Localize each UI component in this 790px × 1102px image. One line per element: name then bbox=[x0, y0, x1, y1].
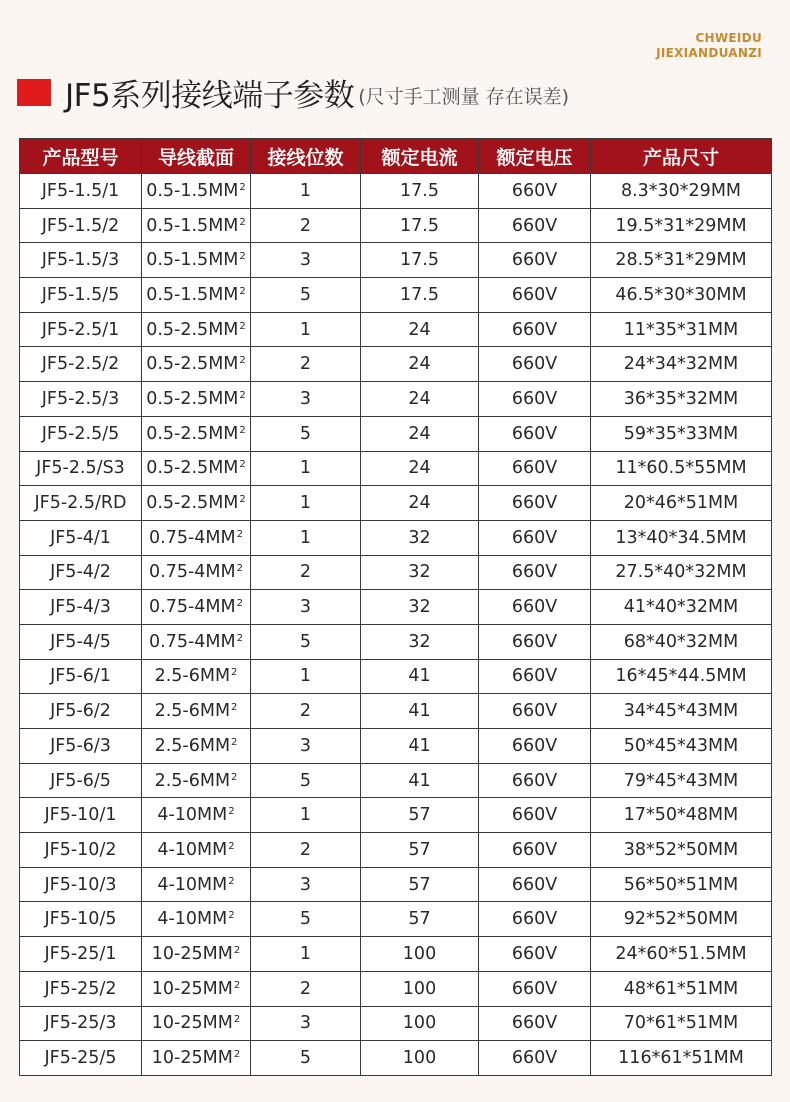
cell-model: JF5-2.5/RD bbox=[20, 486, 142, 521]
cell-section bbox=[142, 729, 251, 764]
section-value: 0.5-1.5MM bbox=[146, 284, 239, 305]
cell-model: JF5-1.5/3 bbox=[20, 243, 142, 278]
table-row bbox=[20, 1041, 772, 1076]
section-unit-exponent: 2 bbox=[231, 736, 238, 748]
cell-poles: 5 bbox=[251, 1041, 361, 1076]
cell-voltage: 660V bbox=[479, 451, 591, 486]
section-value: 0.75-4MM bbox=[149, 597, 236, 618]
page-title: JF5系列接线端子参数 bbox=[65, 78, 355, 114]
cell-current: 24 bbox=[361, 382, 479, 417]
section-value: 4-10MM bbox=[157, 909, 228, 930]
cell-model: JF5-10/1 bbox=[20, 798, 142, 833]
cell-model: JF5-2.5/2 bbox=[20, 347, 142, 382]
cell-section bbox=[142, 624, 251, 659]
cell-current: 17.5 bbox=[361, 208, 479, 243]
section-unit-exponent: 2 bbox=[231, 771, 238, 783]
cell-voltage: 660V bbox=[479, 382, 591, 417]
spec-table bbox=[19, 138, 772, 1076]
cell-section bbox=[142, 312, 251, 347]
cell-current: 24 bbox=[361, 486, 479, 521]
section-unit-exponent: 2 bbox=[233, 1049, 241, 1061]
section-unit-exponent: 2 bbox=[239, 389, 246, 401]
section-unit-exponent: 2 bbox=[231, 702, 238, 714]
cell-voltage: 660V bbox=[479, 937, 591, 972]
cell-model: JF5-25/3 bbox=[20, 1006, 142, 1041]
cell-current: 24 bbox=[361, 416, 479, 451]
cell-model: JF5-4/2 bbox=[20, 555, 142, 590]
cell-size: 79*45*43MM bbox=[591, 763, 772, 798]
section-value: 10-25MM bbox=[151, 1013, 233, 1034]
table-row bbox=[20, 659, 772, 694]
cell-size: 24*34*32MM bbox=[591, 347, 772, 382]
cell-model: JF5-10/3 bbox=[20, 867, 142, 902]
section-unit-exponent: 2 bbox=[228, 806, 235, 818]
cell-model: JF5-6/5 bbox=[20, 763, 142, 798]
cell-poles: 2 bbox=[251, 833, 361, 868]
section-value: 10-25MM bbox=[151, 1048, 233, 1069]
cell-section bbox=[142, 833, 251, 868]
cell-model: JF5-2.5/5 bbox=[20, 416, 142, 451]
cell-model: JF5-2.5/3 bbox=[20, 382, 142, 417]
cell-section bbox=[142, 971, 251, 1006]
section-value: 0.75-4MM bbox=[149, 527, 236, 548]
cell-voltage: 660V bbox=[479, 902, 591, 937]
cell-size: 70*61*51MM bbox=[591, 1006, 772, 1041]
cell-section bbox=[142, 486, 251, 521]
table-row bbox=[20, 902, 772, 937]
section-unit-exponent: 2 bbox=[239, 355, 246, 367]
cell-section bbox=[142, 590, 251, 625]
cell-section bbox=[142, 798, 251, 833]
cell-size: 16*45*44.5MM bbox=[591, 659, 772, 694]
cell-size: 59*35*33MM bbox=[591, 416, 772, 451]
cell-model: JF5-6/3 bbox=[20, 729, 142, 764]
section-value: 0.75-4MM bbox=[149, 631, 236, 652]
section-unit-exponent: 2 bbox=[236, 632, 243, 644]
section-unit-exponent: 2 bbox=[239, 181, 246, 193]
section-unit-exponent: 2 bbox=[239, 216, 246, 228]
section-unit-exponent: 2 bbox=[239, 494, 246, 506]
table-row bbox=[20, 174, 772, 209]
table-row bbox=[20, 833, 772, 868]
cell-section bbox=[142, 208, 251, 243]
cell-size: 92*52*50MM bbox=[591, 902, 772, 937]
cell-voltage: 660V bbox=[479, 1041, 591, 1076]
cell-section bbox=[142, 867, 251, 902]
header-model: 产品型号 bbox=[20, 139, 142, 174]
cell-poles: 5 bbox=[251, 902, 361, 937]
cell-poles: 5 bbox=[251, 624, 361, 659]
section-value: 2.5-6MM bbox=[154, 666, 231, 687]
cell-voltage: 660V bbox=[479, 833, 591, 868]
section-value: 0.5-1.5MM bbox=[146, 215, 239, 236]
cell-voltage: 660V bbox=[479, 729, 591, 764]
section-unit-exponent: 2 bbox=[233, 944, 241, 956]
section-value: 4-10MM bbox=[157, 805, 228, 826]
cell-size: 20*46*51MM bbox=[591, 486, 772, 521]
table-row bbox=[20, 208, 772, 243]
section-unit-exponent: 2 bbox=[228, 840, 235, 852]
cell-voltage: 660V bbox=[479, 694, 591, 729]
cell-model: JF5-6/2 bbox=[20, 694, 142, 729]
cell-voltage: 660V bbox=[479, 243, 591, 278]
section-unit-exponent: 2 bbox=[239, 285, 246, 297]
table-row bbox=[20, 937, 772, 972]
cell-section bbox=[142, 451, 251, 486]
header-size: 产品尺寸 bbox=[591, 139, 772, 174]
section-unit-exponent: 2 bbox=[239, 459, 246, 471]
table-row bbox=[20, 278, 772, 313]
section-unit-exponent: 2 bbox=[233, 979, 241, 991]
section-unit-exponent: 2 bbox=[239, 320, 246, 332]
cell-voltage: 660V bbox=[479, 416, 591, 451]
cell-poles: 1 bbox=[251, 174, 361, 209]
cell-current: 41 bbox=[361, 659, 479, 694]
section-unit-exponent: 2 bbox=[236, 598, 243, 610]
table-row bbox=[20, 312, 772, 347]
cell-section bbox=[142, 1041, 251, 1076]
cell-section bbox=[142, 763, 251, 798]
cell-size: 28.5*31*29MM bbox=[591, 243, 772, 278]
section-value: 2.5-6MM bbox=[154, 735, 231, 756]
cell-size: 13*40*34.5MM bbox=[591, 520, 772, 555]
cell-voltage: 660V bbox=[479, 798, 591, 833]
cell-poles: 3 bbox=[251, 590, 361, 625]
cell-voltage: 660V bbox=[479, 624, 591, 659]
cell-size: 38*52*50MM bbox=[591, 833, 772, 868]
section-value: 0.5-1.5MM bbox=[146, 250, 239, 271]
cell-model: JF5-25/1 bbox=[20, 937, 142, 972]
section-value: 10-25MM bbox=[151, 978, 233, 999]
cell-section bbox=[142, 174, 251, 209]
section-value: 2.5-6MM bbox=[154, 701, 231, 722]
cell-current: 24 bbox=[361, 451, 479, 486]
cell-model: JF5-2.5/1 bbox=[20, 312, 142, 347]
cell-size: 19.5*31*29MM bbox=[591, 208, 772, 243]
cell-current: 100 bbox=[361, 1041, 479, 1076]
header-current: 额定电流 bbox=[361, 139, 479, 174]
cell-size: 48*61*51MM bbox=[591, 971, 772, 1006]
cell-section bbox=[142, 1006, 251, 1041]
cell-poles: 5 bbox=[251, 416, 361, 451]
cell-current: 57 bbox=[361, 867, 479, 902]
section-unit-exponent: 2 bbox=[239, 251, 246, 263]
table-row bbox=[20, 416, 772, 451]
cell-voltage: 660V bbox=[479, 1006, 591, 1041]
section-value: 0.5-2.5MM bbox=[146, 423, 239, 444]
cell-current: 100 bbox=[361, 1006, 479, 1041]
cell-voltage: 660V bbox=[479, 555, 591, 590]
cell-poles: 1 bbox=[251, 486, 361, 521]
cell-poles: 2 bbox=[251, 555, 361, 590]
cell-size: 8.3*30*29MM bbox=[591, 174, 772, 209]
cell-current: 41 bbox=[361, 694, 479, 729]
header-poles: 接线位数 bbox=[251, 139, 361, 174]
cell-poles: 5 bbox=[251, 278, 361, 313]
brand-line-2: JIEXIANDUANZI bbox=[656, 46, 762, 60]
table-row bbox=[20, 729, 772, 764]
header-voltage: 额定电压 bbox=[479, 139, 591, 174]
cell-model: JF5-4/3 bbox=[20, 590, 142, 625]
cell-size: 17*50*48MM bbox=[591, 798, 772, 833]
cell-current: 57 bbox=[361, 833, 479, 868]
cell-size: 68*40*32MM bbox=[591, 624, 772, 659]
cell-model: JF5-25/2 bbox=[20, 971, 142, 1006]
cell-voltage: 660V bbox=[479, 590, 591, 625]
section-value: 0.5-2.5MM bbox=[146, 319, 239, 340]
cell-model: JF5-1.5/2 bbox=[20, 208, 142, 243]
cell-current: 17.5 bbox=[361, 243, 479, 278]
table-row bbox=[20, 382, 772, 417]
section-value: 0.5-2.5MM bbox=[146, 458, 239, 479]
cell-model: JF5-1.5/5 bbox=[20, 278, 142, 313]
section-value: 0.5-2.5MM bbox=[146, 493, 239, 514]
cell-model: JF5-10/5 bbox=[20, 902, 142, 937]
cell-current: 100 bbox=[361, 937, 479, 972]
table-row bbox=[20, 763, 772, 798]
cell-poles: 3 bbox=[251, 1006, 361, 1041]
cell-section bbox=[142, 278, 251, 313]
cell-model: JF5-10/2 bbox=[20, 833, 142, 868]
table-row bbox=[20, 624, 772, 659]
cell-poles: 2 bbox=[251, 694, 361, 729]
table-row bbox=[20, 555, 772, 590]
cell-voltage: 660V bbox=[479, 486, 591, 521]
cell-voltage: 660V bbox=[479, 659, 591, 694]
cell-current: 17.5 bbox=[361, 278, 479, 313]
cell-poles: 1 bbox=[251, 798, 361, 833]
cell-size: 24*60*51.5MM bbox=[591, 937, 772, 972]
cell-current: 24 bbox=[361, 312, 479, 347]
cell-size: 46.5*30*30MM bbox=[591, 278, 772, 313]
cell-model: JF5-1.5/1 bbox=[20, 174, 142, 209]
cell-poles: 3 bbox=[251, 382, 361, 417]
section-value: 4-10MM bbox=[157, 874, 228, 895]
table-row bbox=[20, 590, 772, 625]
table-row bbox=[20, 451, 772, 486]
cell-voltage: 660V bbox=[479, 520, 591, 555]
cell-voltage: 660V bbox=[479, 312, 591, 347]
cell-model: JF5-4/5 bbox=[20, 624, 142, 659]
table-row bbox=[20, 1006, 772, 1041]
cell-model: JF5-25/5 bbox=[20, 1041, 142, 1076]
cell-poles: 1 bbox=[251, 520, 361, 555]
page-header bbox=[17, 70, 569, 115]
cell-poles: 3 bbox=[251, 867, 361, 902]
cell-current: 24 bbox=[361, 347, 479, 382]
cell-poles: 1 bbox=[251, 451, 361, 486]
cell-section bbox=[142, 382, 251, 417]
cell-current: 32 bbox=[361, 520, 479, 555]
cell-model: JF5-2.5/S3 bbox=[20, 451, 142, 486]
cell-poles: 1 bbox=[251, 937, 361, 972]
table-row bbox=[20, 798, 772, 833]
cell-size: 36*35*32MM bbox=[591, 382, 772, 417]
cell-size: 116*61*51MM bbox=[591, 1041, 772, 1076]
cell-poles: 2 bbox=[251, 347, 361, 382]
page-subtitle-note: (尺寸手工测量 存在误差) bbox=[358, 86, 570, 108]
cell-voltage: 660V bbox=[479, 347, 591, 382]
cell-section bbox=[142, 902, 251, 937]
cell-section bbox=[142, 555, 251, 590]
cell-voltage: 660V bbox=[479, 174, 591, 209]
cell-size: 11*60.5*55MM bbox=[591, 451, 772, 486]
section-value: 10-25MM bbox=[151, 943, 233, 964]
title-accent-block bbox=[17, 79, 51, 106]
section-unit-exponent: 2 bbox=[239, 424, 246, 436]
cell-poles: 2 bbox=[251, 208, 361, 243]
section-unit-exponent: 2 bbox=[231, 667, 238, 679]
cell-current: 100 bbox=[361, 971, 479, 1006]
cell-current: 41 bbox=[361, 763, 479, 798]
section-value: 2.5-6MM bbox=[154, 770, 231, 791]
cell-section bbox=[142, 694, 251, 729]
section-unit-exponent: 2 bbox=[236, 563, 243, 575]
cell-poles: 1 bbox=[251, 312, 361, 347]
cell-section bbox=[142, 347, 251, 382]
cell-current: 32 bbox=[361, 555, 479, 590]
header-section: 导线截面 bbox=[142, 139, 251, 174]
brand-line-1: CHWEIDU bbox=[695, 31, 762, 45]
section-unit-exponent: 2 bbox=[228, 910, 235, 922]
section-value: 4-10MM bbox=[157, 839, 228, 860]
cell-size: 27.5*40*32MM bbox=[591, 555, 772, 590]
section-unit-exponent: 2 bbox=[228, 875, 235, 887]
cell-voltage: 660V bbox=[479, 867, 591, 902]
cell-size: 41*40*32MM bbox=[591, 590, 772, 625]
section-value: 0.75-4MM bbox=[149, 562, 236, 583]
section-value: 0.5-1.5MM bbox=[146, 180, 239, 201]
table-row bbox=[20, 486, 772, 521]
cell-voltage: 660V bbox=[479, 763, 591, 798]
cell-section bbox=[142, 416, 251, 451]
cell-current: 57 bbox=[361, 902, 479, 937]
cell-current: 57 bbox=[361, 798, 479, 833]
section-value: 0.5-2.5MM bbox=[146, 354, 239, 375]
table-row bbox=[20, 867, 772, 902]
cell-voltage: 660V bbox=[479, 971, 591, 1006]
cell-current: 32 bbox=[361, 624, 479, 659]
section-value: 0.5-2.5MM bbox=[146, 388, 239, 409]
section-unit-exponent: 2 bbox=[236, 528, 243, 540]
cell-section bbox=[142, 243, 251, 278]
table-row bbox=[20, 971, 772, 1006]
table-row bbox=[20, 694, 772, 729]
section-unit-exponent: 2 bbox=[233, 1014, 241, 1026]
cell-current: 41 bbox=[361, 729, 479, 764]
cell-current: 17.5 bbox=[361, 174, 479, 209]
table-header-row bbox=[20, 139, 772, 174]
table-body bbox=[20, 174, 772, 1076]
cell-current: 32 bbox=[361, 590, 479, 625]
cell-poles: 3 bbox=[251, 729, 361, 764]
cell-size: 11*35*31MM bbox=[591, 312, 772, 347]
cell-model: JF5-4/1 bbox=[20, 520, 142, 555]
cell-voltage: 660V bbox=[479, 278, 591, 313]
brand-logo bbox=[656, 31, 762, 61]
cell-poles: 5 bbox=[251, 763, 361, 798]
table-row bbox=[20, 243, 772, 278]
cell-section bbox=[142, 520, 251, 555]
cell-poles: 1 bbox=[251, 659, 361, 694]
cell-size: 50*45*43MM bbox=[591, 729, 772, 764]
cell-poles: 3 bbox=[251, 243, 361, 278]
cell-size: 34*45*43MM bbox=[591, 694, 772, 729]
cell-model: JF5-6/1 bbox=[20, 659, 142, 694]
cell-voltage: 660V bbox=[479, 208, 591, 243]
cell-section bbox=[142, 659, 251, 694]
table-row bbox=[20, 520, 772, 555]
cell-section bbox=[142, 937, 251, 972]
cell-size: 56*50*51MM bbox=[591, 867, 772, 902]
cell-poles: 2 bbox=[251, 971, 361, 1006]
table-row bbox=[20, 347, 772, 382]
